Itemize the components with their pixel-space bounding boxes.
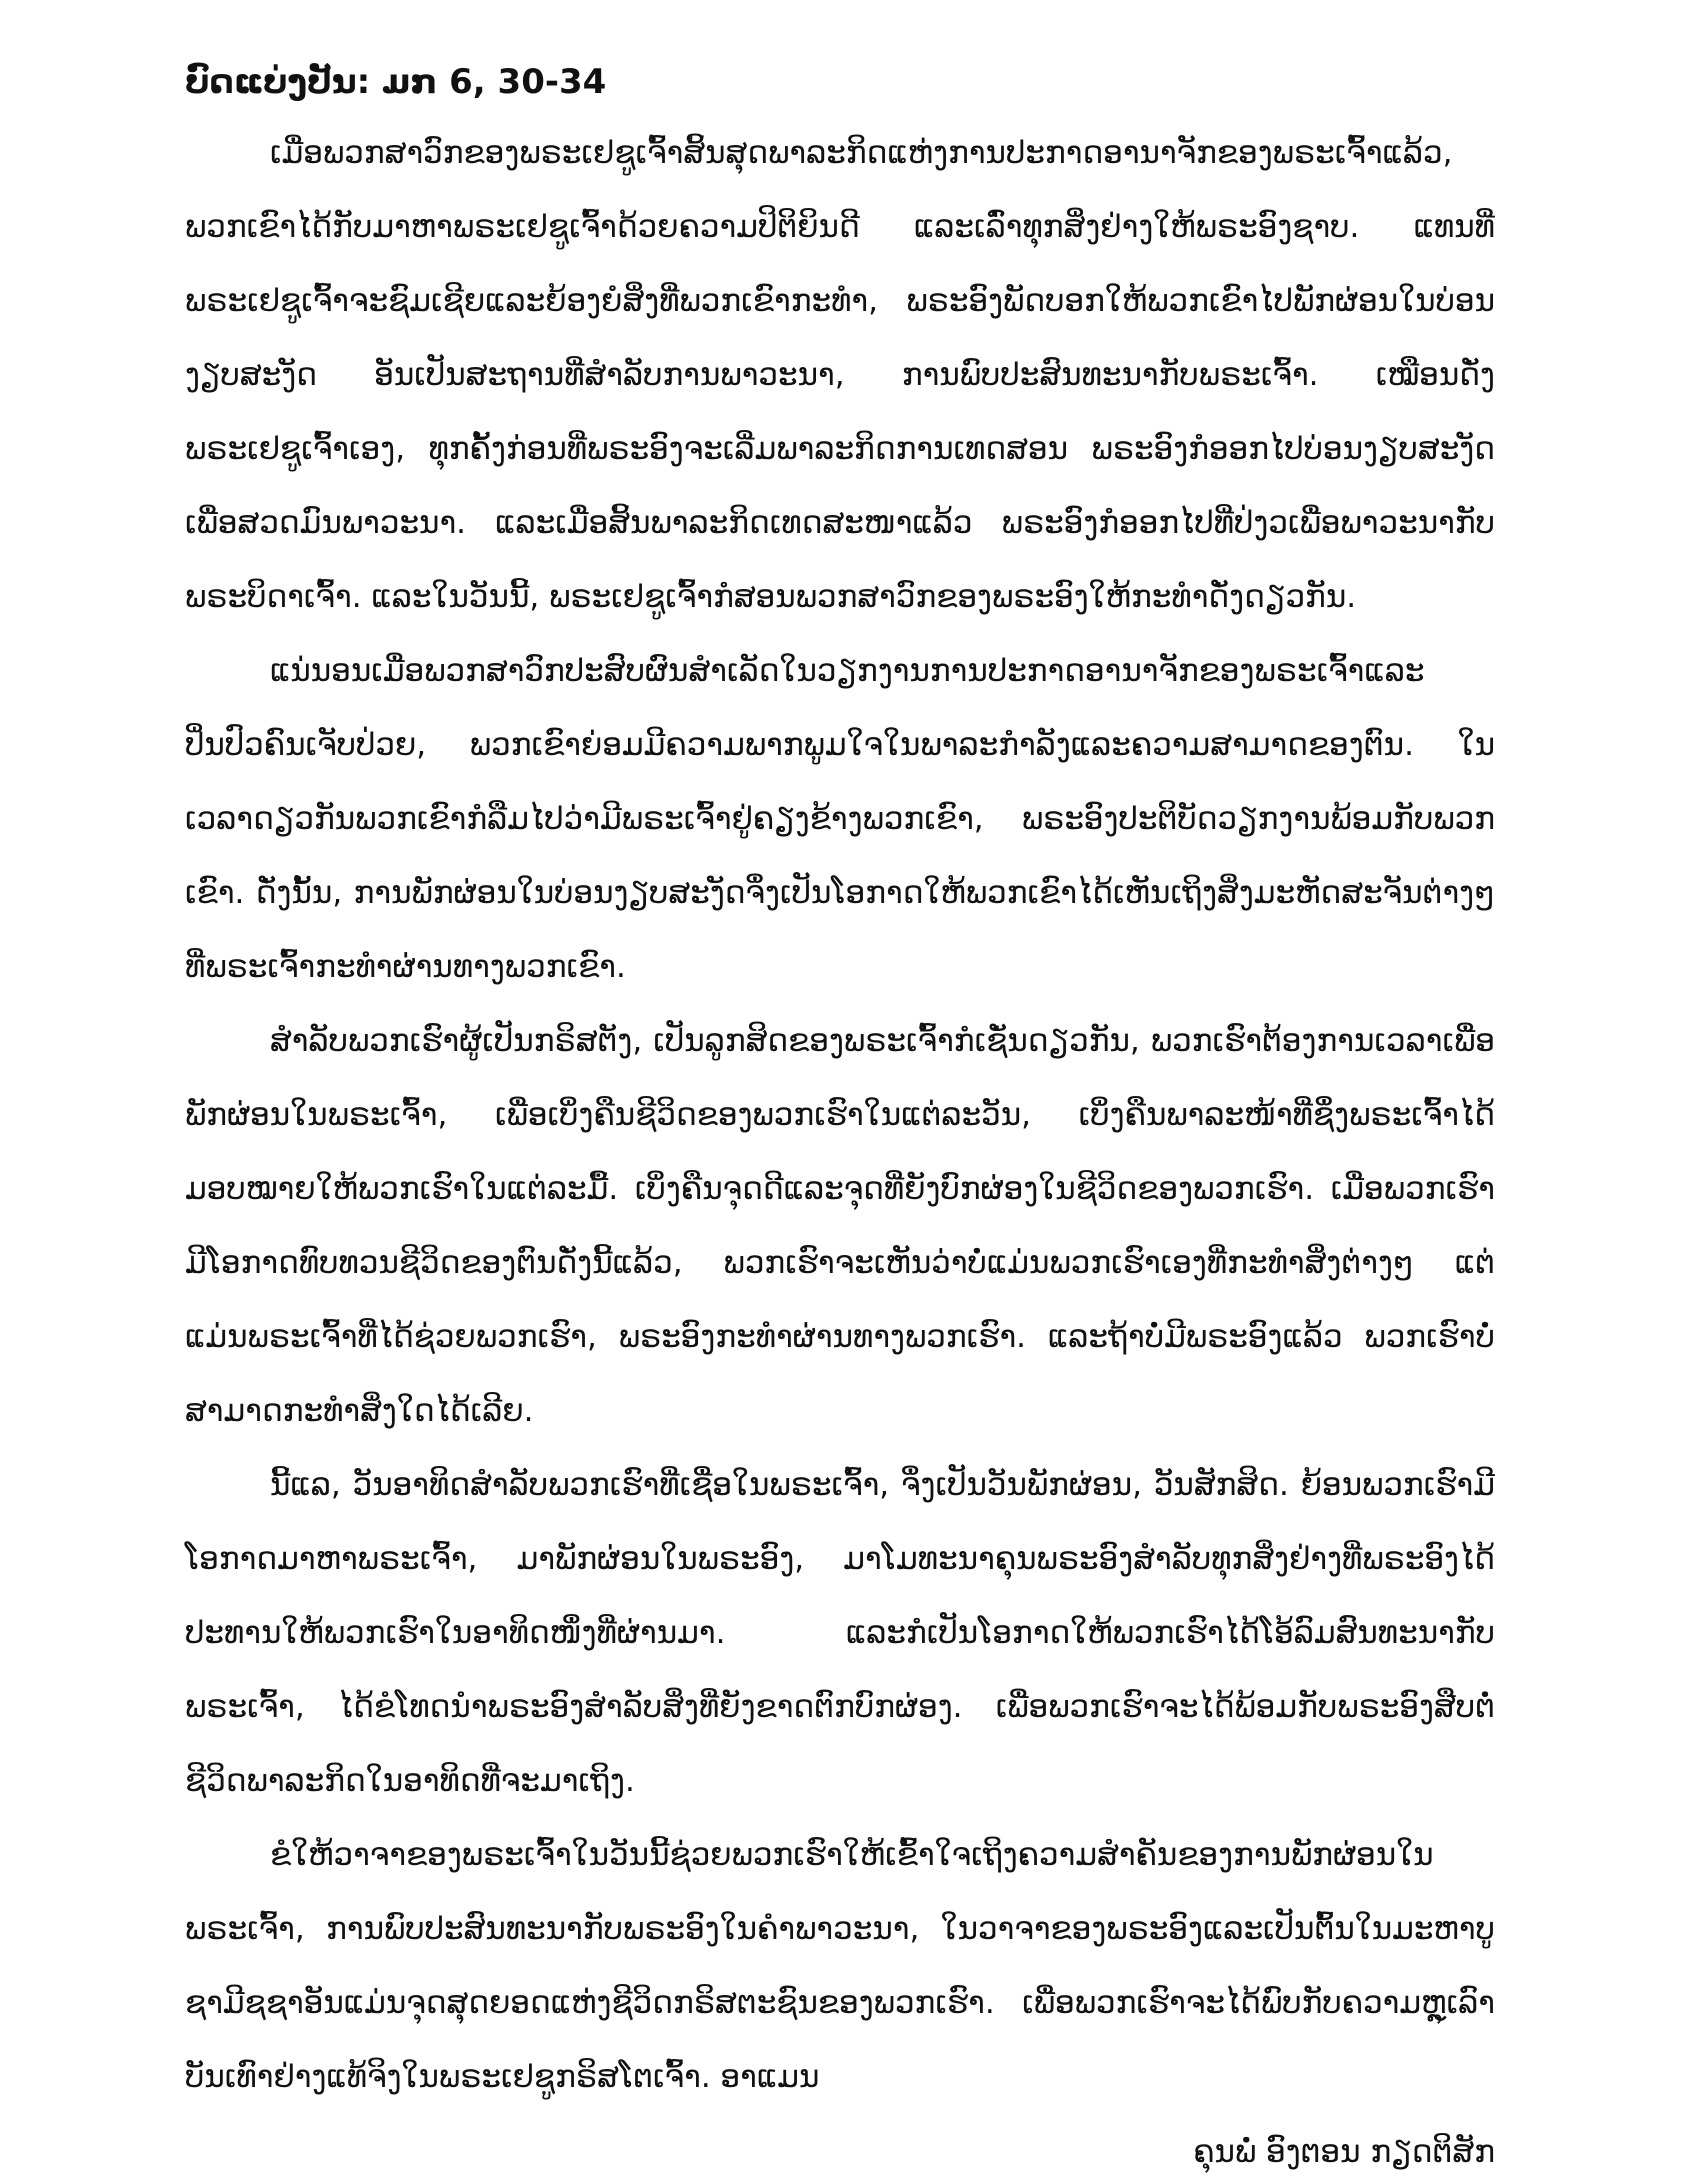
paragraph-1: ເມື່ອພວກສາວົກຂອງພຣະເຢຊູເຈົ້າສິ້ນສຸດພາລະກິດແຫ່ງການປະກາດອານາຈັກຂອງພຣະເຈົ້າແລ້ວ, ພວກເຂົາໄດ້ກັບມາຫາພຣະເຢຊູເຈົ້າດ້ວຍຄວາມປິຕິຍິນດີ ແລະເລົ່າທຸກສິ່ງຢ່າງໃຫ້ພຣະອົງຊາບ. ແທນທີ່ພຣະເຢຊູເຈົ້າຈະຊົມເຊີຍແລະຍ້ອງຍໍສິ່ງທີ່ພວກເຂົາກະທຳ, ພຣະອົງພັດບອກໃຫ້ພວກເຂົາໄປພັກຜ່ອນໃນບ່ອນງຽບສະງັດ ອັນເປັນສະຖານທີ່ສຳລັບການພາວະນາ, ການພົບປະສົນທະນາກັບພຣະເຈົ້າ. ເໝືອນດັ່ງພຣະເຢຊູເຈົ້າເອງ, ທຸກຄັ້ງກ່ອນທີ່ພຣະອົງຈະເລີ່ມພາລະກິດການເທດສອນ ພຣະອົງກໍອອກໄປບ່ອນງຽບສະງັດເພື່ອສວດມົນພາວະນາ. ແລະເມື່ອສິ້ນພາລະກິດເທດສະໜາແລ້ວ ພຣະອົງກໍອອກໄປທີ່ປ່ງວເພື່ອພາວະນາກັບພຣະບິດາເຈົ້າ. ແລະໃນວັນນີ້, ພຣະເຢຊູເຈົ້າກໍສອນພວກສາວົກຂອງພຣະອົງໃຫ້ກະທຳດັ່ງດຽວກັນ. — [185, 135, 1495, 615]
document-page — [185, 52, 1495, 2184]
paragraph-2: ແນ່ນອນເມື່ອພວກສາວົກປະສົບຜົນສຳເລັດໃນວຽກງານການປະກາດອານາຈັກຂອງພຣະເຈົ້າແລະປິ່ນປົວຄົນເຈັບປ່ວຍ, ພວກເຂົາຍ່ອມມີຄວາມພາກພູມໃຈໃນພາລະກຳລັງແລະຄວາມສາມາດຂອງຕົນ. ໃນເວລາດຽວກັນພວກເຂົາກໍລືມໄປວ່າມີພຣະເຈົ້າຢູ່ຄຽງຂ້າງພວກເຂົາ, ພຣະອົງປະຕິບັດວຽກງານພ້ອມກັບພວກເຂົາ. ດັ່ງນັ້ນ, ການພັກຜ່ອນໃນບ່ອນງຽບສະງັດຈຶ່ງເປັນໂອກາດໃຫ້ພວກເຂົາໄດ້ເຫັນເຖິງສິ່ງມະຫັດສະຈັນຕ່າງໆທີ່ພຣະເຈົ້າກະທຳຜ່ານທາງພວກເຂົາ. — [185, 653, 1495, 985]
paragraph-3: ສຳລັບພວກເຮົາຜູ້ເປັນກຣິສຕັງ, ເປັນລູກສິດຂອງພຣະເຈົ້າກໍເຊັ່ນດຽວກັນ, ພວກເຮົາຕ້ອງການເວລາເພື່ອພັກຜ່ອນໃນພຣະເຈົ້າ, ເພື່ອເບິ່ງຄືນຊີວິດຂອງພວກເຮົາໃນແຕ່ລະວັນ, ເບິ່ງຄືນພາລະໜ້າທີ່ຊຶ່ງພຣະເຈົ້າໄດ້ມອບໝາຍໃຫ້ພວກເຮົາໃນແຕ່ລະມື້. ເບິ່ງຄືນຈຸດດີແລະຈຸດທີ່ຍັງບົກຜ່ອງໃນຊີວິດຂອງພວກເຮົາ. ເມື່ອພວກເຮົາມີໂອກາດທົບທວນຊີວິດຂອງຕົນດັ່ງນີ້ແລ້ວ, ພວກເຮົາຈະເຫັນວ່າບໍ່ແມ່ນພວກເຮົາເອງທີ່ກະທຳສິ່ງຕ່າງໆ ແຕ່ແມ່ນພຣະເຈົ້າທີ່ໄດ້ຊ່ວຍພວກເຮົາ, ພຣະອົງກະທຳຜ່ານທາງພວກເຮົາ. ແລະຖ້າບໍ່ມີພຣະອົງແລ້ວ ພວກເຮົາບໍ່ສາມາດກະທຳສິ່ງໃດໄດ້ເລີຍ. — [185, 1023, 1495, 1429]
author-signature: ຄຸນພໍ່ ອົງຕອນ ກຽດຕິສັກ — [1193, 2134, 1495, 2170]
paragraph-4: ນີ້ແລ, ວັນອາທິດສຳລັບພວກເຮົາທີ່ເຊື່ອໃນພຣະເຈົ້າ, ຈຶ່ງເປັນວັນພັກຜ່ອນ, ວັນສັກສິດ. ຍ້ອນພວກເຮົາມີໂອກາດມາຫາພຣະເຈົ້າ, ມາພັກຜ່ອນໃນພຣະອົງ, ມາໂມທະນາຄຸນພຣະອົງສຳລັບທຸກສິ່ງຢ່າງທີ່ພຣະອົງໄດ້ປະທານໃຫ້ພວກເຮົາໃນອາທິດໜຶ່ງທີ່ຜ່ານມາ. ແລະກໍເປັນໂອກາດໃຫ້ພວກເຮົາໄດ້ໂອ້ລົມສົນທະນາກັບພຣະເຈົ້າ, ໄດ້ຂໍໂທດນຳພຣະອົງສຳລັບສິ່ງທີ່ຍັງຂາດຕົກບົກຜ່ອງ. ເພື່ອພວກເຮົາຈະໄດ້ພ້ອມກັບພຣະອົງສືບຕໍ່ຊີວິດພາລະກິດໃນອາທິດທີ່ຈະມາເຖິງ. — [185, 1467, 1495, 1799]
paragraph-5: ຂໍໃຫ້ວາຈາຂອງພຣະເຈົ້າໃນວັນນີ້ຊ່ວຍພວກເຮົາໃຫ້ເຂົ້າໃຈເຖິງຄວາມສຳຄັນຂອງການພັກຜ່ອນໃນພຣະເຈົ້າ, ການພົບປະສົນທະນາກັບພຣະອົງໃນຄຳພາວະນາ, ໃນວາຈາຂອງພຣະອົງແລະເປັນຕົ້ນໃນມະຫາບູຊາມີຊຊາອັນແມ່ນຈຸດສຸດຍອດແຫ່ງຊີວິດກຣິສຕະຊົນຂອງພວກເຮົາ. ເພື່ອພວກເຮົາຈະໄດ້ພົບກັບຄວາມຫຼຸເລົາບັນເທົາຢ່າງແທ້ຈິງໃນພຣະເຢຊູກຣິສໂຕເຈົ້າ. ອາແມນ — [185, 1837, 1495, 2095]
document-heading: ບົດແບ່ງປັນ: ມກ 6, 30-34 — [185, 62, 607, 102]
